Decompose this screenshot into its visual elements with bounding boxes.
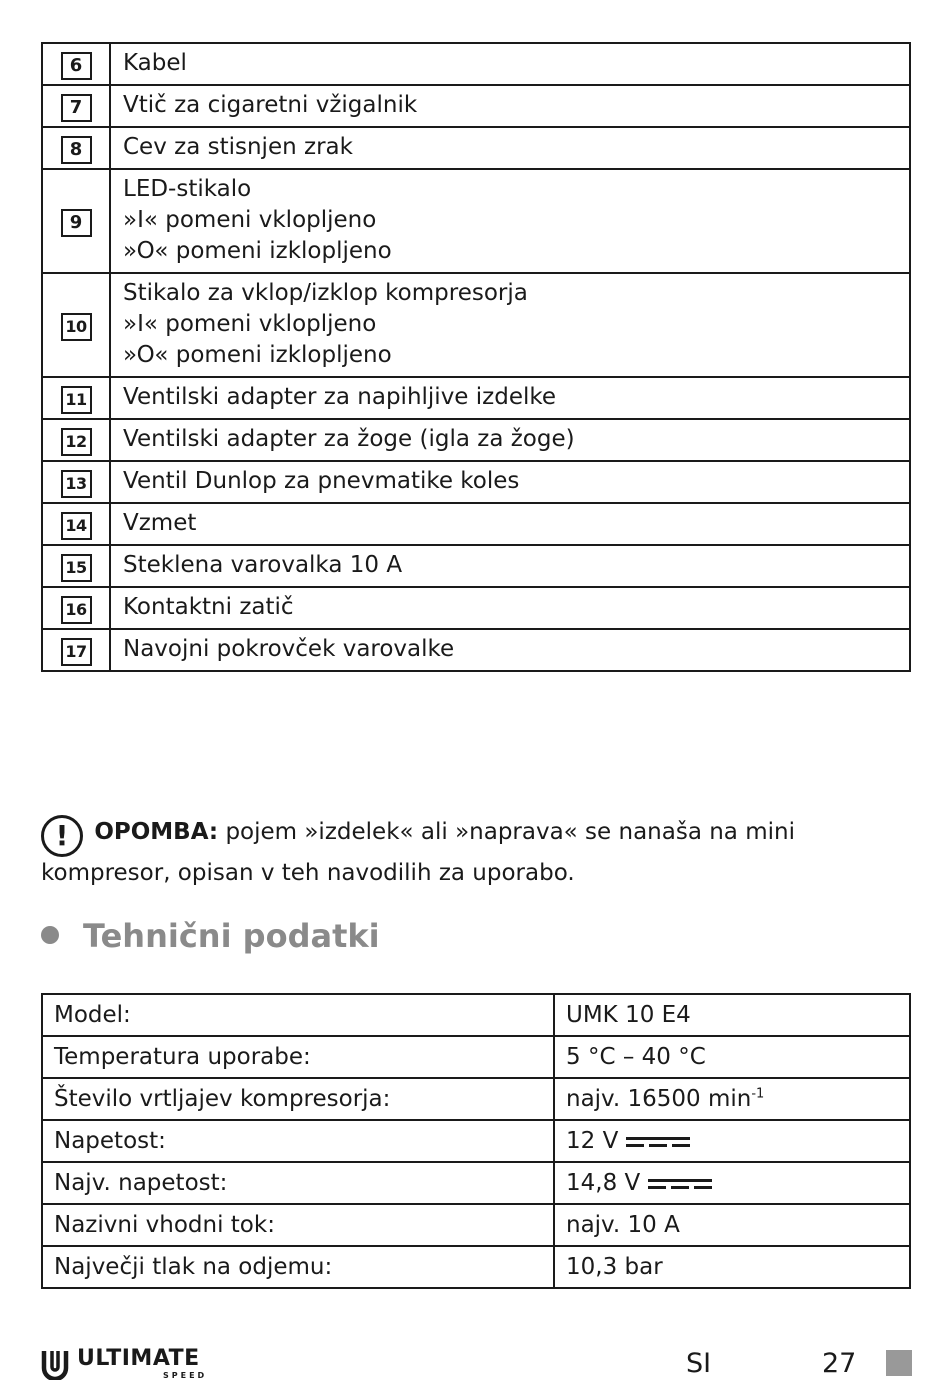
parts-table-body [42, 43, 910, 671]
spec-row [42, 1204, 910, 1246]
part-description-line: Ventil Dunlop za pnevmatike koles [123, 468, 520, 494]
spec-value-cell [554, 994, 910, 1036]
part-row [42, 169, 910, 273]
part-number-cell [42, 273, 110, 377]
part-number-badge: 16 [61, 596, 92, 624]
part-description-line: Vzmet [123, 510, 197, 536]
part-description-line: Ventilski adapter za napihljive izdelke [123, 384, 557, 410]
spec-row [42, 994, 910, 1036]
part-number-cell [42, 419, 110, 461]
part-description-cell [110, 461, 910, 503]
spec-label: Največji tlak na odjemu: [42, 1246, 554, 1288]
part-description-cell [110, 587, 910, 629]
brand-logo [41, 1344, 211, 1384]
part-row [42, 461, 910, 503]
spec-value-cell [554, 1078, 910, 1120]
part-number-badge: 17 [61, 638, 92, 666]
part-description-cell [110, 377, 910, 419]
spec-label: Nazivni vhodni tok: [42, 1204, 554, 1246]
spec-row [42, 1078, 910, 1120]
part-row [42, 377, 910, 419]
part-number-cell [42, 629, 110, 671]
part-number-badge: 9 [61, 209, 92, 237]
part-number-cell [42, 127, 110, 169]
part-description-cell [110, 273, 910, 377]
spec-value-cell [554, 1162, 910, 1204]
part-description-line: Kabel [123, 50, 187, 76]
part-row [42, 273, 910, 377]
part-row [42, 127, 910, 169]
part-number-badge: 11 [61, 386, 92, 414]
spec-value-cell [554, 1036, 910, 1078]
part-number-badge: 14 [61, 512, 92, 540]
part-description-cell [110, 503, 910, 545]
part-number-cell [42, 503, 110, 545]
part-description-cell [110, 85, 910, 127]
part-number-cell [42, 587, 110, 629]
part-description-cell [110, 43, 910, 85]
part-description-cell [110, 545, 910, 587]
part-number-cell [42, 461, 110, 503]
spec-row [42, 1036, 910, 1078]
page-number: 27 [822, 1348, 857, 1379]
spec-value: najv. 16500 min [566, 1086, 752, 1112]
part-description-line: Vtič za cigaretni vžigalnik [123, 92, 418, 118]
parts-table [41, 42, 911, 672]
ultimate-speed-logo-icon [41, 1348, 69, 1380]
part-row [42, 419, 910, 461]
part-row [42, 43, 910, 85]
specs-table [41, 993, 911, 1289]
page-marker-square [886, 1350, 912, 1376]
part-description-line: Navojni pokrovček varovalke [123, 636, 455, 662]
spec-row [42, 1162, 910, 1204]
spec-value-cell [554, 1246, 910, 1288]
part-description-cell [110, 169, 910, 273]
spec-row [42, 1246, 910, 1288]
part-number-cell [42, 85, 110, 127]
part-number-badge: 8 [61, 136, 92, 164]
spec-value: UMK 10 E4 [566, 1002, 691, 1028]
note-label: OPOMBA: [94, 819, 219, 845]
part-description-line: »I« pomeni vklopljeno [123, 311, 377, 337]
part-number-badge: 12 [61, 428, 92, 456]
spec-value: najv. 10 A [566, 1212, 680, 1238]
spec-row [42, 1120, 910, 1162]
part-description-line: Kontaktni zatič [123, 594, 294, 620]
logo-text: ULTIMATE [77, 1346, 200, 1371]
direct-current-icon [626, 1137, 690, 1147]
spec-value: 12 V [566, 1128, 619, 1154]
spec-value-superscript: -1 [751, 1086, 765, 1102]
part-description-line: Steklena varovalka 10 A [123, 552, 403, 578]
spec-label: Število vrtljajev kompresorja: [42, 1078, 554, 1120]
exclamation-circle-icon: ! [41, 815, 83, 857]
part-number-badge: 10 [61, 313, 92, 341]
part-row [42, 85, 910, 127]
part-description-cell [110, 629, 910, 671]
spec-value-cell [554, 1204, 910, 1246]
spec-value-cell [554, 1120, 910, 1162]
bullet-icon [41, 926, 59, 944]
part-description-line: »I« pomeni vklopljeno [123, 207, 377, 233]
spec-label: Najv. napetost: [42, 1162, 554, 1204]
direct-current-icon [648, 1179, 712, 1189]
part-number-cell [42, 169, 110, 273]
language-code: SI [686, 1348, 712, 1379]
part-row [42, 587, 910, 629]
part-row [42, 629, 910, 671]
part-description-line: »O« pomeni izklopljeno [123, 238, 392, 264]
spec-value: 10,3 bar [566, 1254, 663, 1280]
section-title: Tehnični podatki [83, 917, 380, 955]
part-number-cell [42, 43, 110, 85]
part-description-line: Ventilski adapter za žoge (igla za žoge) [123, 426, 575, 452]
logo-subtext: SPEED [163, 1371, 208, 1380]
note-text: pojem »izdelek« ali »naprava« se nanaša na mini kompresor, opisan v teh navodilih za uporabo. [41, 819, 795, 886]
part-number-badge: 6 [61, 52, 92, 80]
part-description-line: Stikalo za vklop/izklop kompresorja [123, 280, 528, 306]
part-description-line: LED-stikalo [123, 176, 252, 202]
spec-value: 14,8 V [566, 1170, 641, 1196]
part-number-badge: 15 [61, 554, 92, 582]
part-description-line: »O« pomeni izklopljeno [123, 342, 392, 368]
spec-label: Model: [42, 994, 554, 1036]
note-paragraph [41, 815, 911, 889]
section-heading [41, 914, 380, 958]
spec-label: Napetost: [42, 1120, 554, 1162]
specs-table-body [42, 994, 910, 1288]
spec-label: Temperatura uporabe: [42, 1036, 554, 1078]
part-description-line: Cev za stisnjen zrak [123, 134, 353, 160]
part-description-cell [110, 419, 910, 461]
spec-value: 5 °C – 40 °C [566, 1044, 706, 1070]
part-row [42, 503, 910, 545]
part-number-badge: 13 [61, 470, 92, 498]
part-description-cell [110, 127, 910, 169]
part-number-cell [42, 545, 110, 587]
part-number-badge: 7 [61, 94, 92, 122]
part-number-cell [42, 377, 110, 419]
part-row [42, 545, 910, 587]
